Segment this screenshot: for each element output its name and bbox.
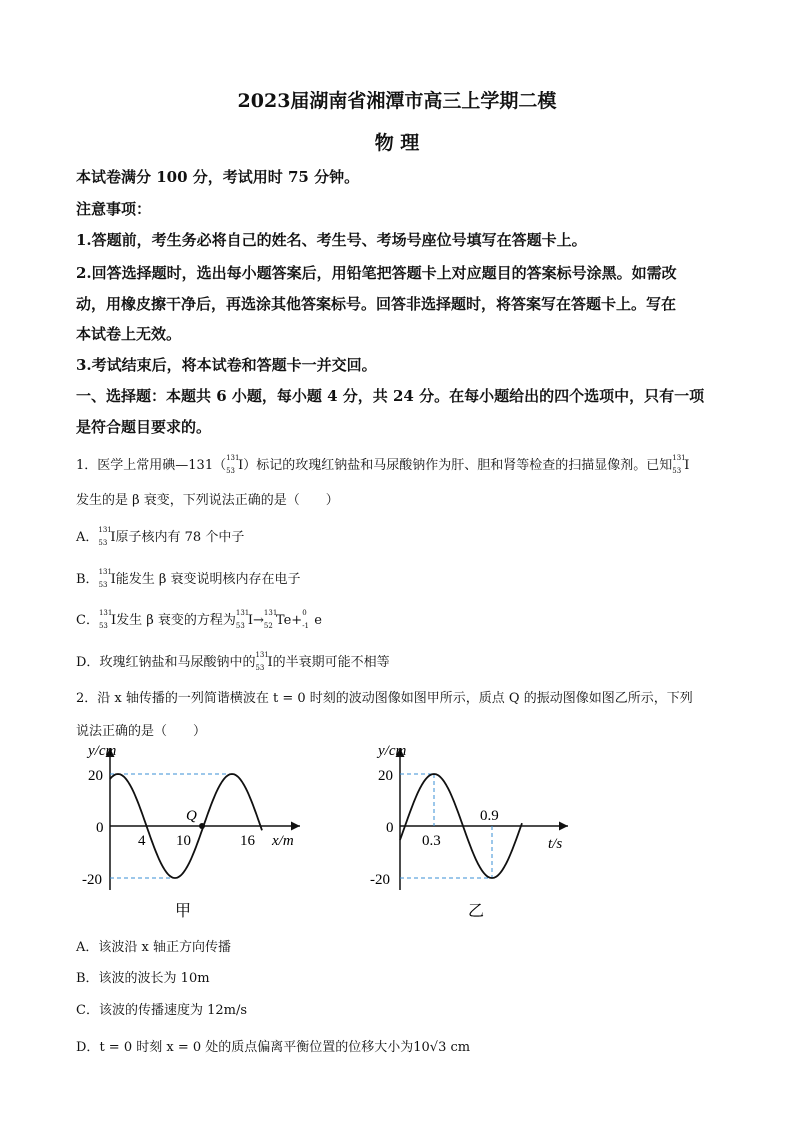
plus-sign: + [291,613,303,628]
note-3: 3.考试结束后，将本试卷和答题卡一并交回。 [76,356,377,374]
mass-number: 131 [226,454,240,462]
exam-info: 本试卷满分 100 分，考试用时 75 分钟。 [76,168,360,186]
y-tick-20: 20 [378,768,393,784]
mass-number: 131 [235,609,250,617]
option-label: D． [76,1040,100,1055]
q2-option-b: B．该波的波长为 10m [76,971,210,986]
y-tick-minus-20: -20 [370,872,390,888]
question-1-line-2: 发生的是 β 衰变，下列说法正确的是（ ） [76,493,339,508]
subject-title: 物 理 [374,132,420,154]
option-label: C． [76,613,99,628]
q1-option-a [76,526,244,545]
q1-option-b [76,568,300,587]
atomic-number: 53 [98,581,108,589]
q2-option-c: C．该波的传播速度为 12m/s [76,1003,247,1018]
element-symbol: I [110,572,116,587]
x-axis-label: x/m [272,833,294,849]
atomic-number: 53 [672,467,682,475]
iodine-nuclide [98,526,116,547]
element-symbol: I [110,530,116,545]
notes-title: 注意事项： [76,200,152,218]
x-tick-0-3: 0.3 [422,833,441,849]
iodine-nuclide [255,651,273,672]
atomic-number: 53 [98,622,108,630]
y-tick-20: 20 [88,768,103,784]
y-tick-minus-20: -20 [82,872,102,888]
x-tick-16: 16 [240,833,255,849]
element-symbol: Te [275,613,292,628]
option-text: 玫瑰红钠盐和马尿酸钠中的 [99,655,256,670]
option-value: 10√3 cm [413,1040,471,1055]
mass-number: 131 [98,568,112,576]
section-1-line-1: 一、选择题：本题共 6 小题，每小题 4 分，共 24 分。在每小题给出的四个选项中，只有一项 [76,387,705,405]
y-axis-label: y/cm [378,743,407,759]
q1-option-d [76,651,390,670]
tellurium-nuclide [263,609,292,630]
q2-option-d [76,1036,470,1055]
iodine-nuclide [672,454,690,475]
atomic-number: 53 [98,539,108,547]
graph-caption: 乙 [468,903,485,920]
q1-text-a: 1．医学上常用碘—131（ [76,458,227,473]
q2-option-a: A．该波沿 x 轴正方向传播 [76,940,231,955]
y-axis-label: y/cm [88,743,117,759]
iodine-nuclide [226,454,244,475]
x-tick-4: 4 [138,833,146,849]
atomic-number: 52 [263,622,273,630]
x-tick-10: 10 [176,833,191,849]
y-tick-0: 0 [386,820,394,836]
iodine-nuclide [98,568,116,589]
option-text: 能发生 β 衰变说明核内存在电子 [115,572,301,587]
iodine-nuclide [98,609,117,630]
option-label: D． [76,655,100,670]
mass-number: 131 [98,609,113,617]
wave-graph-jia [80,740,320,920]
element-symbol: I [247,613,254,628]
note-2-line-1: 2.回答选择题时，选出每小题答案后，用铅笔把答题卡上对应题目的答案标号涂黑。如需改 [76,264,677,282]
option-text: 发生 β 衰变的方程为 [116,613,236,628]
note-2-line-2: 动，用橡皮擦干净后，再选涂其他答案标号。回答非选择题时，将答案写在答题卡上。写在 [76,295,677,313]
mass-number: 131 [263,609,278,617]
option-text: 原子核内有 78 个中子 [115,530,245,545]
point-q-label: Q [186,808,197,824]
section-1-line-2: 是符合题目要求的。 [76,418,212,436]
element-symbol: I [238,458,244,473]
point-q [199,823,205,829]
atomic-number: 53 [226,467,236,475]
mass-number: 131 [672,454,686,462]
question-1-line-1 [76,454,689,473]
q1-text-b: ）标记的玫瑰红钠盐和马尿酸钠作为肝、胆和肾等检查的扫描显像剂。已知 [243,458,673,473]
element-symbol: I [684,458,690,473]
atomic-number: 53 [235,622,245,630]
option-text: t = 0 时刻 x = 0 处的质点偏离平衡位置的位移大小为 [99,1040,414,1055]
atomic-number: 53 [255,664,265,672]
question-2-line-2: 说法正确的是（ ） [76,724,207,739]
page-title: 2023届湖南省湘潭市高三上学期二模 [237,90,557,112]
q1-option-c [76,609,322,628]
x-tick-0-9: 0.9 [480,808,499,824]
charge-number: -1 [302,622,310,630]
mass-number: 0 [302,609,307,617]
element-symbol: I [110,613,117,628]
vibration-graph-yi [368,740,588,920]
y-tick-0: 0 [96,820,104,836]
mass-number: 131 [255,651,269,659]
mass-number: 131 [98,526,112,534]
note-1: 1.答题前，考生务必将自己的姓名、考生号、考场号座位号填写在答题卡上。 [76,231,587,249]
graph-caption: 甲 [175,903,192,920]
arrow-icon: → [253,613,264,628]
question-2-line-1: 2．沿 x 轴传播的一列简谐横波在 t = 0 时刻的波动图像如图甲所示，质点 Q 的振动图像如图乙所示，下列 [76,691,693,706]
option-label: B． [76,572,99,587]
option-label: A． [76,530,99,545]
element-symbol: e [314,613,322,628]
element-symbol: I [267,655,273,670]
electron-symbol [302,609,322,630]
iodine-nuclide [235,609,254,630]
option-text: 的半衰期可能不相等 [272,655,390,670]
note-2-line-3: 本试卷上无效。 [76,325,182,343]
x-axis-label: t/s [548,836,563,852]
